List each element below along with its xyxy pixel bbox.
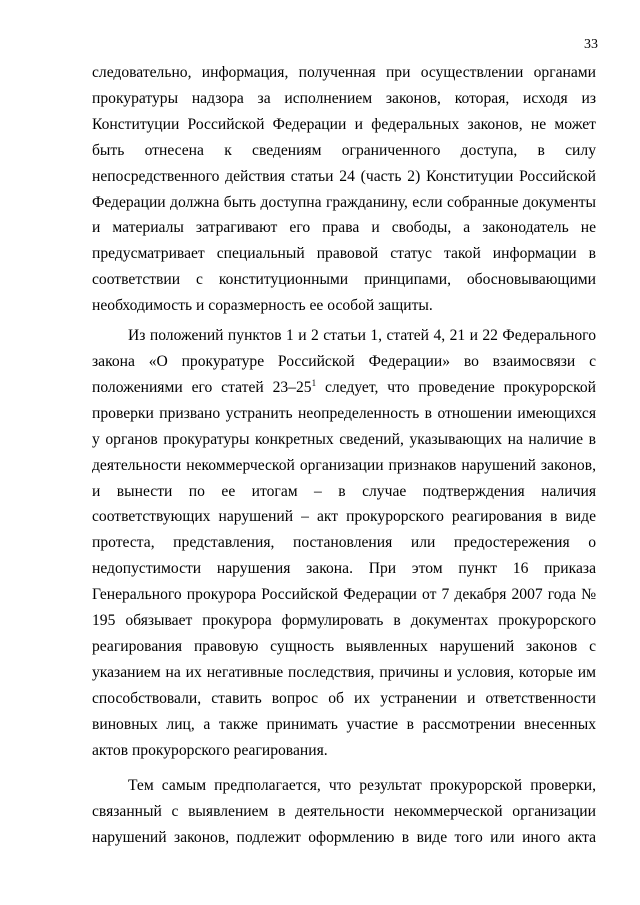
paragraph-3: Тем самым предполагается, что результат прокурорской проверки, связанный с выявлением в деятельности некоммерческой организации нарушений законов, подлежит оформлению в виде того или иного акта: [92, 777, 596, 847]
paragraph-2: [92, 323, 596, 763]
paragraph-2-text-before-footnote: Из положений пунктов 1 и 2 статьи 1, статей 4, 21 и 22 Федерального закона «О прокуратуре Российской Федерации» во взаимосвязи с положениями его статей 23–25: [92, 327, 596, 396]
page-number: 33: [584, 37, 598, 52]
paragraph-2-text-after-footnote: следует, что проведение прокурорской проверки призвано устранить неопределенность в отношении имеющихся у органов прокуратуры конкретных сведений, указывающих на наличие в деятельности некоммерческой организации признаков нарушений законов, и вынести по ее итогам – в случае подтверждения наличия соответствующих нарушений – акт прокурорского реагирования в виде протеста, представления, постановления или предостережения о недопустимости нарушения закона. При этом пункт 16 приказа Генерального прокурора Российской Федерации от 7 декабря 2007 года № 195 обязывает прокурора формулировать в документах прокурорского реагирования правовую сущность выявленных нарушений законов с указанием на их негативные последствия, причины и условия, которые им способствовали, ставить вопрос об их устранении и ответственности виновных лиц, а также принимать участие в рассмотрении внесенных актов прокурорского реагирования.: [92, 378, 597, 759]
document-body: [92, 60, 596, 851]
footnote-marker: 1: [311, 377, 317, 388]
paragraph-1: следовательно, информация, полученная при осуществлении органами прокуратуры надзора за исполнением законов, которая, исходя из Конституции Российской Федерации и федеральных законов, не может быть отнесена к сведениям ограниченного доступа, в силу непосредственного действия статьи 24 (часть 2) Конституции Российской Федерации должна быть доступна гражданину, если собранные документы и материалы затрагивают его права и свободы, а законодатель не предусматривает специальный правовой статус такой информации в соответствии с конституционными принципами, обосновывающими необходимость и соразмерность ее особой защиты.: [92, 64, 596, 315]
